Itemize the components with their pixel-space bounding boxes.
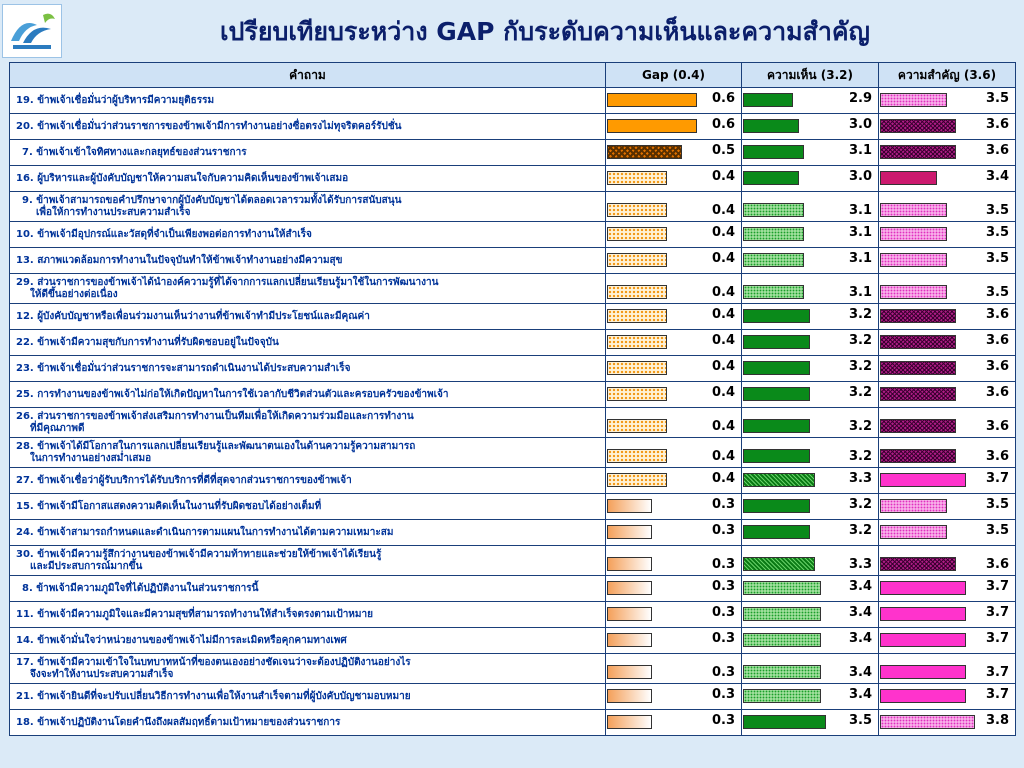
importance-cell	[879, 710, 1016, 736]
opinion-value: 3.2	[848, 419, 872, 434]
opinion-cell	[742, 684, 879, 710]
gap-cell	[606, 654, 742, 684]
table-row	[10, 576, 1016, 602]
importance-value: 3.6	[985, 143, 1009, 158]
opinion-value: 3.1	[848, 203, 872, 218]
opinion-bar	[743, 473, 815, 487]
question-cell: 23. ข้าพเจ้าเชื่อมั่นว่าส่วนราชการจะสามารถดำเนินงานได้ประสบความสำเร็จ	[10, 356, 606, 382]
gap-bar	[607, 665, 652, 679]
opinion-cell	[742, 330, 879, 356]
gap-cell	[606, 382, 742, 408]
gap-bar	[607, 387, 667, 401]
question-cell: 22. ข้าพเจ้ามีความสุขกับการทำงานที่รับผิดชอบอยู่ในปัจจุบัน	[10, 330, 606, 356]
opinion-bar	[743, 607, 821, 621]
opinion-value: 3.2	[848, 333, 872, 348]
importance-cell	[879, 330, 1016, 356]
opinion-value: 3.2	[848, 359, 872, 374]
opinion-value: 3.3	[848, 471, 872, 486]
importance-value: 3.7	[985, 579, 1009, 594]
opinion-cell	[742, 602, 879, 628]
question-cell: 25. การทำงานของข้าพเจ้าไม่ก่อให้เกิดปัญหาในการใช้เวลากับชีวิตส่วนตัวและครอบครัวของข้าพเจ้า	[10, 382, 606, 408]
gap-bar	[607, 361, 667, 375]
opinion-bar	[743, 119, 799, 133]
table-row	[10, 222, 1016, 248]
table-row	[10, 602, 1016, 628]
opinion-value: 3.4	[848, 579, 872, 594]
importance-value: 3.7	[985, 687, 1009, 702]
gap-bar	[607, 689, 652, 703]
table-row	[10, 304, 1016, 330]
opinion-cell	[742, 140, 879, 166]
opinion-cell	[742, 382, 879, 408]
opinion-cell	[742, 274, 879, 304]
importance-value: 3.6	[985, 333, 1009, 348]
question-cell: 28. ข้าพเจ้าได้มีโอกาสในการแลกเปลี่ยนเรียนรู้และพัฒนาตนเองในด้านความรู้ความสามารถ ในการทำงานอย่างสม่ำเสมอ	[10, 438, 606, 468]
gap-cell	[606, 520, 742, 546]
opinion-cell	[742, 654, 879, 684]
gap-value: 0.5	[711, 143, 735, 158]
importance-cell	[879, 520, 1016, 546]
opinion-cell	[742, 192, 879, 222]
opinion-value: 3.1	[848, 225, 872, 240]
importance-cell	[879, 684, 1016, 710]
opinion-value: 2.9	[848, 91, 872, 106]
question-cell: 11. ข้าพเจ้ามีความภูมิใจและมีความสุขที่สามารถทำงานให้สำเร็จตรงตามเป้าหมาย	[10, 602, 606, 628]
question-cell: 24. ข้าพเจ้าสามารถกำหนดและดำเนินการตามแผนในการทำงานได้ตามความเหมาะสม	[10, 520, 606, 546]
question-cell: 15. ข้าพเจ้ามีโอกาสแสดงความคิดเห็นในงานที่รับผิดชอบได้อย่างเต็มที่	[10, 494, 606, 520]
gap-bar	[607, 449, 667, 463]
question-cell: 21. ข้าพเจ้ายินดีที่จะปรับเปลี่ยนวิธีการทำงานเพื่อให้งานสำเร็จตามที่ผู้บังคับบัญชามอบหมาย	[10, 684, 606, 710]
table-row	[10, 356, 1016, 382]
importance-value: 3.6	[985, 307, 1009, 322]
opinion-bar	[743, 689, 821, 703]
gap-value: 0.4	[711, 285, 735, 300]
gap-value: 0.3	[711, 605, 735, 620]
importance-value: 3.5	[985, 523, 1009, 538]
gap-value: 0.6	[711, 91, 735, 106]
importance-bar	[880, 145, 956, 159]
opinion-value: 3.4	[848, 665, 872, 680]
gap-cell	[606, 356, 742, 382]
importance-bar	[880, 227, 947, 241]
gap-value: 0.3	[711, 665, 735, 680]
gap-value: 0.3	[711, 497, 735, 512]
gap-cell	[606, 88, 742, 114]
importance-value: 3.6	[985, 419, 1009, 434]
gap-value: 0.3	[711, 557, 735, 572]
importance-cell	[879, 468, 1016, 494]
importance-cell	[879, 248, 1016, 274]
gap-bar	[607, 419, 667, 433]
table-row	[10, 546, 1016, 576]
importance-cell	[879, 356, 1016, 382]
gap-bar	[607, 285, 667, 299]
page-title: เปรียบเทียบระหว่าง GAP กับระดับความเห็นและความสำคัญ	[220, 17, 870, 46]
question-cell: 8. ข้าพเจ้ามีความภูมิใจที่ได้ปฏิบัติงานในส่วนราชการนี้	[10, 576, 606, 602]
importance-column-header: ความสำคัญ (3.6)	[879, 63, 1016, 88]
question-cell: 16. ผู้บริหารและผู้บังคับบัญชาให้ความสนใจกับความคิดเห็นของข้าพเจ้าเสมอ	[10, 166, 606, 192]
question-cell: 10. ข้าพเจ้ามีอุปกรณ์และวัสดุที่จำเป็นเพียงพอต่อการทำงานให้สำเร็จ	[10, 222, 606, 248]
opinion-bar	[743, 253, 804, 267]
gap-value: 0.3	[711, 523, 735, 538]
gap-value: 0.3	[711, 579, 735, 594]
importance-value: 3.5	[985, 225, 1009, 240]
gap-cell	[606, 114, 742, 140]
opinion-cell	[742, 710, 879, 736]
table-row	[10, 408, 1016, 438]
opinion-value: 3.3	[848, 557, 872, 572]
importance-value: 3.6	[985, 359, 1009, 374]
importance-bar	[880, 253, 947, 267]
question-cell: 27. ข้าพเจ้าเชื่อว่าผู้รับบริการได้รับบริการที่ดีที่สุดจากส่วนราชการของข้าพเจ้า	[10, 468, 606, 494]
importance-cell	[879, 494, 1016, 520]
gap-cell	[606, 274, 742, 304]
importance-bar	[880, 665, 966, 679]
importance-cell	[879, 304, 1016, 330]
opinion-column-header: ความเห็น (3.2)	[742, 63, 879, 88]
importance-bar	[880, 119, 956, 133]
opinion-value: 3.5	[848, 713, 872, 728]
question-cell: 19. ข้าพเจ้าเชื่อมั่นว่าผู้บริหารมีความยุติธรรม	[10, 88, 606, 114]
table-row	[10, 628, 1016, 654]
table-row	[10, 438, 1016, 468]
gap-cell	[606, 710, 742, 736]
table-row	[10, 684, 1016, 710]
question-column-header: คำถาม	[10, 63, 606, 88]
opinion-cell	[742, 576, 879, 602]
importance-cell	[879, 546, 1016, 576]
opinion-value: 3.2	[848, 497, 872, 512]
gap-bar	[607, 227, 667, 241]
question-cell: 12. ผู้บังคับบัญชาหรือเพื่อนร่วมงานเห็นว่างานที่ข้าพเจ้าทำมีประโยชน์และมีคุณค่า	[10, 304, 606, 330]
gap-cell	[606, 468, 742, 494]
importance-cell	[879, 166, 1016, 192]
question-cell: 26. ส่วนราชการของข้าพเจ้าส่งเสริมการทำงานเป็นทีมเพื่อให้เกิดความร่วมมือและการทำงาน ที่มีคุณภาพดี	[10, 408, 606, 438]
opinion-value: 3.2	[848, 523, 872, 538]
opinion-value: 3.2	[848, 385, 872, 400]
importance-bar	[880, 499, 947, 513]
table-row	[10, 166, 1016, 192]
opinion-value: 3.2	[848, 449, 872, 464]
opinion-bar	[743, 145, 804, 159]
gap-bar	[607, 309, 667, 323]
importance-value: 3.5	[985, 203, 1009, 218]
importance-value: 3.5	[985, 91, 1009, 106]
importance-bar	[880, 285, 947, 299]
importance-bar	[880, 361, 956, 375]
importance-bar	[880, 171, 937, 185]
gap-bar	[607, 171, 667, 185]
gap-bar	[607, 581, 652, 595]
table-row	[10, 114, 1016, 140]
gap-value: 0.4	[711, 169, 735, 184]
gap-cell	[606, 602, 742, 628]
gap-cell	[606, 546, 742, 576]
gap-value: 0.4	[711, 359, 735, 374]
opinion-bar	[743, 633, 821, 647]
table-row	[10, 382, 1016, 408]
gap-cell	[606, 304, 742, 330]
importance-cell	[879, 628, 1016, 654]
importance-cell	[879, 438, 1016, 468]
opinion-bar	[743, 361, 810, 375]
table-row	[10, 520, 1016, 546]
question-cell: 13. สภาพแวดล้อมการทำงานในปัจจุบันทำให้ข้าพเจ้าทำงานอย่างมีความสุข	[10, 248, 606, 274]
gap-cell	[606, 628, 742, 654]
opinion-bar	[743, 715, 826, 729]
importance-bar	[880, 335, 956, 349]
table-row	[10, 710, 1016, 736]
gap-value: 0.4	[711, 333, 735, 348]
importance-bar	[880, 525, 947, 539]
gap-value: 0.4	[711, 307, 735, 322]
question-cell: 7. ข้าพเจ้าเข้าใจทิศทางและกลยุทธ์ของส่วนราชการ	[10, 140, 606, 166]
opinion-bar	[743, 171, 799, 185]
table-row	[10, 330, 1016, 356]
opinion-bar	[743, 93, 793, 107]
importance-bar	[880, 93, 947, 107]
table-row	[10, 468, 1016, 494]
gap-value: 0.4	[711, 419, 735, 434]
importance-value: 3.7	[985, 665, 1009, 680]
importance-value: 3.7	[985, 631, 1009, 646]
opinion-value: 3.1	[848, 285, 872, 300]
question-cell: 29. ส่วนราชการของข้าพเจ้าได้นำองค์ความรู้ที่ได้จากการแลกเปลี่ยนเรียนรู้มาใช้ในการพัฒนางาน ให้ดีขึ้นอย่างต่อเนื่อง	[10, 274, 606, 304]
gap-column-header: Gap (0.4)	[606, 63, 742, 88]
opinion-cell	[742, 166, 879, 192]
opinion-bar	[743, 419, 810, 433]
table-row	[10, 140, 1016, 166]
gap-value: 0.4	[711, 225, 735, 240]
gap-cell	[606, 438, 742, 468]
gap-bar	[607, 93, 697, 107]
logo-emblem-icon	[3, 5, 61, 57]
gap-bar	[607, 715, 652, 729]
importance-bar	[880, 203, 947, 217]
importance-value: 3.7	[985, 471, 1009, 486]
importance-value: 3.7	[985, 605, 1009, 620]
gap-cell	[606, 140, 742, 166]
gap-bar	[607, 557, 652, 571]
opinion-cell	[742, 438, 879, 468]
opinion-cell	[742, 520, 879, 546]
opinion-value: 3.0	[848, 117, 872, 132]
gap-value: 0.4	[711, 385, 735, 400]
gap-bar	[607, 335, 667, 349]
importance-cell	[879, 140, 1016, 166]
importance-cell	[879, 602, 1016, 628]
opinion-value: 3.2	[848, 307, 872, 322]
importance-bar	[880, 715, 975, 729]
opinion-cell	[742, 408, 879, 438]
importance-value: 3.8	[985, 713, 1009, 728]
gap-bar	[607, 203, 667, 217]
importance-cell	[879, 88, 1016, 114]
opinion-value: 3.0	[848, 169, 872, 184]
gap-cell	[606, 494, 742, 520]
importance-bar	[880, 607, 966, 621]
importance-bar	[880, 419, 956, 433]
gap-bar	[607, 607, 652, 621]
opinion-cell	[742, 494, 879, 520]
gap-cell	[606, 684, 742, 710]
opinion-value: 3.4	[848, 631, 872, 646]
gap-value: 0.4	[711, 471, 735, 486]
importance-cell	[879, 576, 1016, 602]
opinion-cell	[742, 248, 879, 274]
question-cell: 18. ข้าพเจ้าปฏิบัติงานโดยคำนึงถึงผลสัมฤทธิ์ตามเป้าหมายของส่วนราชการ	[10, 710, 606, 736]
gap-value: 0.6	[711, 117, 735, 132]
importance-value: 3.5	[985, 285, 1009, 300]
question-cell: 9. ข้าพเจ้าสามารถขอคำปรึกษาจากผู้บังคับบัญชาได้ตลอดเวลารวมทั้งได้รับการสนับสนุน เพื่อให้การทำงานประสบความสำเร็จ	[10, 192, 606, 222]
opinion-cell	[742, 114, 879, 140]
importance-value: 3.4	[985, 169, 1009, 184]
gap-value: 0.4	[711, 251, 735, 266]
importance-bar	[880, 473, 966, 487]
gap-bar	[607, 473, 667, 487]
opinion-cell	[742, 222, 879, 248]
importance-value: 3.6	[985, 385, 1009, 400]
opinion-bar	[743, 499, 810, 513]
gap-bar	[607, 499, 652, 513]
gap-cell	[606, 222, 742, 248]
gap-cell	[606, 330, 742, 356]
opinion-bar	[743, 335, 810, 349]
table-row	[10, 654, 1016, 684]
table-row	[10, 192, 1016, 222]
opinion-bar	[743, 387, 810, 401]
gap-cell	[606, 576, 742, 602]
opinion-bar	[743, 203, 804, 217]
gap-cell	[606, 408, 742, 438]
opinion-value: 3.1	[848, 251, 872, 266]
opinion-bar	[743, 227, 804, 241]
importance-cell	[879, 114, 1016, 140]
table-row	[10, 494, 1016, 520]
opinion-bar	[743, 557, 815, 571]
importance-bar	[880, 581, 966, 595]
organization-logo	[2, 4, 62, 58]
gap-bar	[607, 145, 682, 159]
opinion-cell	[742, 304, 879, 330]
opinion-cell	[742, 88, 879, 114]
opinion-bar	[743, 449, 810, 463]
opinion-cell	[742, 546, 879, 576]
gap-value: 0.3	[711, 687, 735, 702]
gap-comparison-table	[9, 62, 1016, 736]
table-row	[10, 88, 1016, 114]
table-header-row	[10, 63, 1016, 88]
opinion-value: 3.4	[848, 687, 872, 702]
importance-cell	[879, 408, 1016, 438]
opinion-cell	[742, 468, 879, 494]
importance-bar	[880, 557, 956, 571]
gap-value: 0.3	[711, 713, 735, 728]
importance-value: 3.6	[985, 117, 1009, 132]
importance-value: 3.6	[985, 557, 1009, 572]
importance-bar	[880, 633, 966, 647]
importance-value: 3.5	[985, 251, 1009, 266]
importance-value: 3.5	[985, 497, 1009, 512]
opinion-bar	[743, 581, 821, 595]
importance-cell	[879, 222, 1016, 248]
gap-value: 0.4	[711, 449, 735, 464]
opinion-bar	[743, 665, 821, 679]
table-row	[10, 248, 1016, 274]
opinion-bar	[743, 285, 804, 299]
opinion-value: 3.4	[848, 605, 872, 620]
gap-value: 0.4	[711, 203, 735, 218]
gap-cell	[606, 192, 742, 222]
question-cell: 20. ข้าพเจ้าเชื่อมั่นว่าส่วนราชการของข้าพเจ้ามีการทำงานอย่างซื่อตรงไม่ทุจริตคอร์รัปชั่น	[10, 114, 606, 140]
gap-bar	[607, 525, 652, 539]
opinion-bar	[743, 525, 810, 539]
importance-bar	[880, 309, 956, 323]
importance-cell	[879, 654, 1016, 684]
importance-bar	[880, 387, 956, 401]
gap-bar	[607, 119, 697, 133]
table-row	[10, 274, 1016, 304]
gap-bar	[607, 633, 652, 647]
importance-value: 3.6	[985, 449, 1009, 464]
question-cell: 14. ข้าพเจ้ามั่นใจว่าหน่วยงานของข้าพเจ้าไม่มีการละเมิดหรือคุกคามทางเพศ	[10, 628, 606, 654]
opinion-cell	[742, 628, 879, 654]
importance-cell	[879, 382, 1016, 408]
gap-bar	[607, 253, 667, 267]
question-cell: 30. ข้าพเจ้ามีความรู้สึกว่างานของข้าพเจ้ามีความท้าทายและช่วยให้ข้าพเจ้าได้เรียนรู้ และมีประสบการณ์มากขึ้น	[10, 546, 606, 576]
importance-bar	[880, 449, 956, 463]
opinion-bar	[743, 309, 810, 323]
opinion-cell	[742, 356, 879, 382]
gap-value: 0.3	[711, 631, 735, 646]
gap-cell	[606, 248, 742, 274]
question-cell: 17. ข้าพเจ้ามีความเข้าใจในบทบาทหน้าที่ของตนเองอย่างชัดเจนว่าจะต้องปฏิบัติงานอย่างไร จึงจะทำให้งานประสบความสำเร็จ	[10, 654, 606, 684]
importance-cell	[879, 192, 1016, 222]
opinion-value: 3.1	[848, 143, 872, 158]
importance-bar	[880, 689, 966, 703]
importance-cell	[879, 274, 1016, 304]
gap-cell	[606, 166, 742, 192]
